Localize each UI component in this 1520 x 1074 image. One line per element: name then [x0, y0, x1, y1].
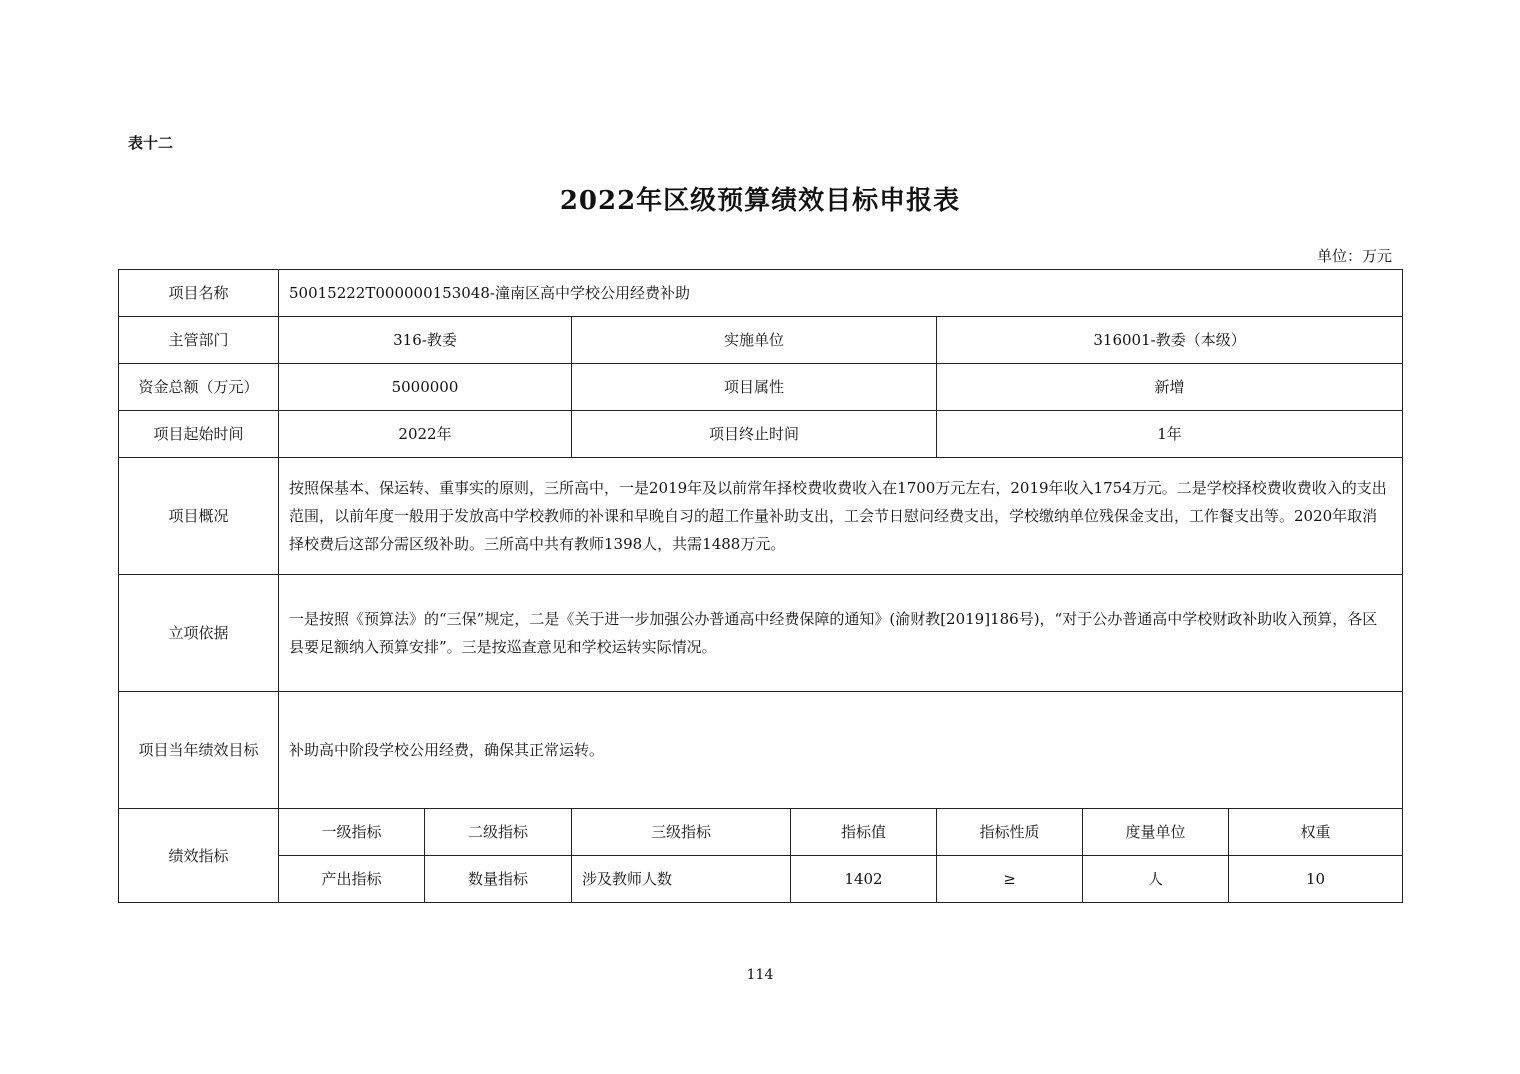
header-level2: 二级指标	[425, 809, 572, 856]
row-overview	[119, 458, 1403, 575]
project-name-label: 项目名称	[119, 270, 279, 317]
budget-target-table	[118, 269, 1403, 903]
table-row	[119, 856, 1403, 903]
start-time-value: 2022年	[279, 411, 572, 458]
indicator-level1: 产出指标	[279, 856, 425, 903]
row-basis	[119, 575, 1403, 692]
end-time-value: 1年	[937, 411, 1403, 458]
row-department	[119, 317, 1403, 364]
department-label: 主管部门	[119, 317, 279, 364]
overview-value: 按照保基本、保运转、重事实的原则，三所高中，一是2019年及以前常年择校费收费收入在1700万元左右，2019年收入1754万元。二是学校择校费收费收入的支出范围，以前年度一般用于发放高中学校教师的补课和早晚自习的超工作量补助支出，工会节日慰问经费支出，学校缴纳单位残保金支出，工作餐支出等。2020年取消择校费后这部分需区级补助。三所高中共有教师1398人，共需1488万元。	[279, 458, 1403, 575]
goal-label: 项目当年绩效目标	[119, 692, 279, 809]
project-name-value: 50015222T000000153048-潼南区高中学校公用经费补助	[279, 270, 1403, 317]
indicator-nature: ≥	[937, 856, 1083, 903]
header-level1: 一级指标	[279, 809, 425, 856]
page-number: 114	[746, 967, 774, 983]
funding-value: 5000000	[279, 364, 572, 411]
row-goal	[119, 692, 1403, 809]
unit-label: 单位：万元	[1316, 247, 1392, 265]
basis-value: 一是按照《预算法》的“三保”规定，二是《关于进一步加强公办普通高中经费保障的通知》(渝财教[2019]186号)，“对于公办普通高中学校财政补助收入预算，各区县要足额纳入预算安排”。三是按巡查意见和学校运转实际情况。	[279, 575, 1403, 692]
basis-label: 立项依据	[119, 575, 279, 692]
row-indicator-headers	[119, 809, 1403, 856]
indicator-level2: 数量指标	[425, 856, 572, 903]
goal-value: 补助高中阶段学校公用经费，确保其正常运转。	[279, 692, 1403, 809]
header-weight: 权重	[1229, 809, 1403, 856]
header-nature: 指标性质	[937, 809, 1083, 856]
header-value: 指标值	[791, 809, 937, 856]
end-time-label: 项目终止时间	[572, 411, 937, 458]
start-time-label: 项目起始时间	[119, 411, 279, 458]
page-title: 2022年区级预算绩效目标申报表	[559, 186, 961, 216]
row-project-name	[119, 270, 1403, 317]
indicator-value: 1402	[791, 856, 937, 903]
department-value: 316-教委	[279, 317, 572, 364]
indicator-level3: 涉及教师人数	[572, 856, 791, 903]
funding-label: 资金总额（万元）	[119, 364, 279, 411]
indicator-unit: 人	[1083, 856, 1229, 903]
header-level3: 三级指标	[572, 809, 791, 856]
project-attr-label: 项目属性	[572, 364, 937, 411]
impl-unit-label: 实施单位	[572, 317, 937, 364]
project-attr-value: 新增	[937, 364, 1403, 411]
row-period	[119, 411, 1403, 458]
overview-label: 项目概况	[119, 458, 279, 575]
table-number-label: 表十二	[128, 134, 174, 152]
indicator-weight: 10	[1229, 856, 1403, 903]
row-funding	[119, 364, 1403, 411]
indicators-label: 绩效指标	[119, 809, 279, 903]
header-unit: 度量单位	[1083, 809, 1229, 856]
impl-unit-value: 316001-教委（本级）	[937, 317, 1403, 364]
